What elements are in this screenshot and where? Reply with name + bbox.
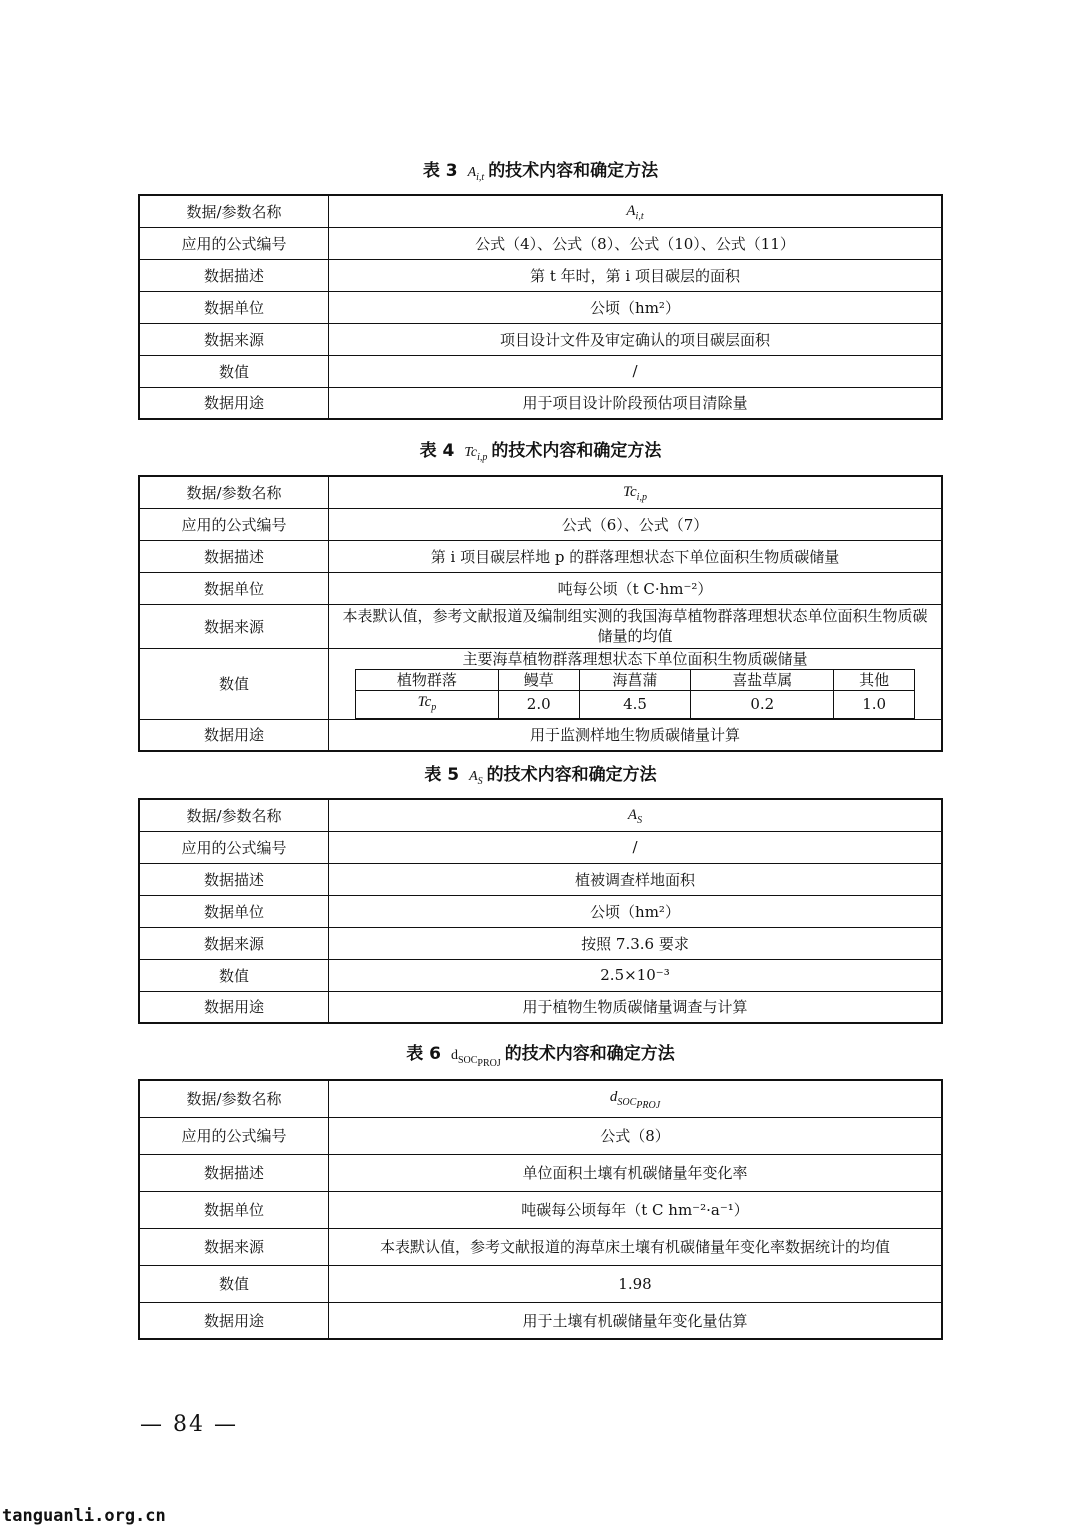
table6-caption <box>138 1039 943 1069</box>
table3-caption <box>138 156 943 183</box>
table-row: 数据来源 本表默认值，参考文献报道的海草床土壤有机碳储量年变化率数据统计的均值 <box>139 1228 942 1265</box>
table3-caption-symbol: $A_{i,t}$ <box>467 165 485 183</box>
page-number: — 84 — <box>140 1412 238 1437</box>
table-row: 数据来源 项目设计文件及审定确认的项目碳层面积 <box>139 323 942 355</box>
table-row: 数据单位 公顷（hm²） <box>139 895 942 927</box>
table-row: 数据/参数名称 $d_{SOC_{PROJ}}$ <box>139 1080 942 1117</box>
table-row: 数据用途 用于土壤有机碳储量年变化量估算 <box>139 1302 942 1339</box>
table4 <box>138 475 943 752</box>
table-row: 数据用途 用于项目设计阶段预估项目清除量 <box>139 387 942 419</box>
table3 <box>138 194 943 420</box>
table4-param-symbol: $Tc_{i,p}$ <box>623 483 647 503</box>
table5 <box>138 798 943 1024</box>
table-row: 数据单位 公顷（hm²） <box>139 291 942 323</box>
inner-table-header: 植物群落 鳗草 海菖蒲 喜盐草属 其他 <box>356 669 915 690</box>
table-row: 数据来源 本表默认值，参考文献报道及编制组实测的我国海草植物群落理想状态单位面积生物质碳储量的均值 <box>139 604 942 648</box>
table-row: 应用的公式编号 公式（4）、公式（8）、公式（10）、公式（11） <box>139 227 942 259</box>
table-row: 数据/参数名称 $A_{i,t}$ <box>139 195 942 227</box>
watermark: tanguanli.org.cn <box>2 1506 166 1526</box>
table-row: 数据单位 吨碳每公顷每年（t C hm⁻²·a⁻¹） <box>139 1191 942 1228</box>
table-row: 数据/参数名称 $A_S$ <box>139 799 942 831</box>
table6 <box>138 1079 943 1340</box>
table6-caption-text: 的技术内容和确定方法 <box>504 1044 675 1064</box>
table6-number: 表 6 <box>406 1044 441 1064</box>
table-row: 数值 主要海草植物群落理想状态下单位面积生物质碳储量 植物群落 鳗草 海菖蒲 喜盐草属 其他 $Tc_p$ 2.0 4.5 0.2 1.0 <box>139 648 942 719</box>
table-row: 应用的公式编号 公式（8） <box>139 1117 942 1154</box>
table6-caption-symbol: $d_{SOC_{PROJ}}$ <box>450 1048 501 1069</box>
table-row: 数值 / <box>139 355 942 387</box>
table-row: 数据描述 单位面积土壤有机碳储量年变化率 <box>139 1154 942 1191</box>
table-row: 数据描述 第 t 年时，第 i 项目碳层的面积 <box>139 259 942 291</box>
table-row: 数据用途 用于监测样地生物质碳储量计算 <box>139 719 942 751</box>
table5-param-symbol: $A_S$ <box>627 806 643 826</box>
table4-caption-symbol: $Tc_{i,p}$ <box>464 445 488 463</box>
table3-param-symbol: $A_{i,t}$ <box>626 202 644 222</box>
table-row: 数据用途 用于植物生物质碳储量调查与计算 <box>139 991 942 1023</box>
table3-number: 表 3 <box>422 161 458 181</box>
table4-caption <box>138 436 943 463</box>
table-row: 应用的公式编号 公式（6）、公式（7） <box>139 508 942 540</box>
table5-caption-text: 的技术内容和确定方法 <box>486 765 657 785</box>
table-row: 数据描述 植被调查样地面积 <box>139 863 942 895</box>
table-row: 数据描述 第 i 项目碳层样地 p 的群落理想状态下单位面积生物质碳储量 <box>139 540 942 572</box>
table-row: 数值 2.5×10⁻³ <box>139 959 942 991</box>
table5-caption-symbol: $A_S$ <box>469 769 483 787</box>
table-row: 数据单位 吨每公顷（t C·hm⁻²） <box>139 572 942 604</box>
table-row: 应用的公式编号 / <box>139 831 942 863</box>
table3-caption-text: 的技术内容和确定方法 <box>488 161 659 181</box>
table-row: 数值 1.98 <box>139 1265 942 1302</box>
table4-number: 表 4 <box>419 441 455 461</box>
table-row: 数据来源 按照 7.3.6 要求 <box>139 927 942 959</box>
table4-caption-text: 的技术内容和确定方法 <box>491 441 662 461</box>
table-row: 数据/参数名称 $Tc_{i,p}$ <box>139 476 942 508</box>
table6-param-symbol: $d_{SOC_{PROJ}}$ <box>609 1088 661 1111</box>
inner-table-row: $Tc_p$ 2.0 4.5 0.2 1.0 <box>356 690 915 718</box>
table5-number: 表 5 <box>424 765 460 785</box>
table5-caption <box>138 760 943 787</box>
inner-table <box>355 669 915 719</box>
inner-table-title: 主要海草植物群落理想状态下单位面积生物质碳储量 <box>462 649 808 668</box>
